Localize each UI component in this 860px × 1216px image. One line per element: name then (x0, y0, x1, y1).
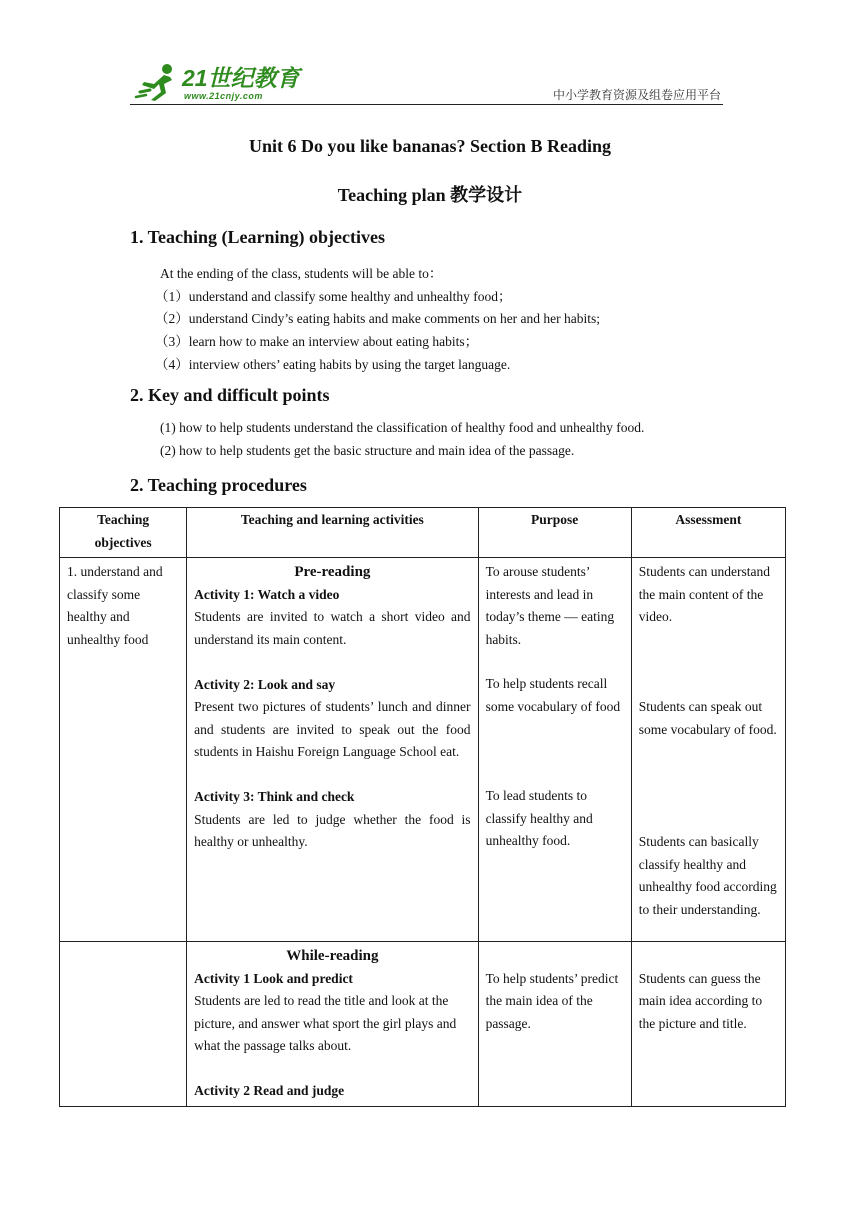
table-row (60, 558, 786, 942)
key-point-item: (1) how to help students understand the classification of healthy food and unhealthy food. (160, 420, 645, 435)
objective-item: （2）understand Cindy’s eating habits and make comments on her and her habits; (155, 311, 601, 326)
activity-title: Activity 2 Read and judge (194, 1083, 345, 1098)
assessment-text: Students can basically classify healthy and unhealthy food according to their understanding. (638, 834, 777, 917)
logo-text: 21世纪教育 (182, 65, 300, 91)
objective-item: （4）interview others’ eating habits by using the target language. (155, 357, 511, 372)
activity-text: Present two pictures of students’ lunch and dinner and students are invited to speak out the food students in Haishu Foreign Language School eat. (194, 699, 471, 759)
activities-cell (187, 942, 478, 1107)
activity-text: Students are led to read the title and look at the picture, and answer what sport the girl plays and what the passage talks about. (194, 993, 457, 1053)
objective-item: （1）understand and classify some healthy and unhealthy food； (155, 289, 512, 304)
key-point-item: (2) how to help students get the basic structure and main idea of the passage. (160, 443, 575, 458)
procedures-heading: 2. Teaching procedures (130, 475, 307, 495)
purpose-text: To arouse students’ interests and lead in today’s theme — eating habits. (485, 564, 615, 647)
assessment-cell (631, 558, 785, 942)
activity-text: Students are invited to watch a short video and understand its main content. (194, 609, 471, 647)
assessment-cell (631, 942, 785, 1107)
assessment-text: Students can guess the main idea according to the picture and title. (638, 970, 763, 1031)
page-header (130, 58, 723, 105)
logo-url: www.21cnjy.com (184, 91, 263, 101)
objective-cell (60, 942, 187, 1107)
platform-name: 中小学教育资源及组卷应用平台 (552, 88, 721, 102)
column-header: Assessment (631, 508, 785, 558)
objective-text: 1. understand and classify some healthy and unhealthy food (67, 564, 163, 647)
column-header: Purpose (478, 508, 631, 558)
activity-title: Activity 1: Watch a video (194, 586, 340, 602)
runner-logo-icon (134, 62, 180, 102)
key-points-heading: 2. Key and difficult points (130, 385, 330, 405)
activity-title: Activity 2: Look and say (194, 676, 336, 692)
purpose-cell (478, 942, 631, 1107)
assessment-text: Students can understand the main content of the video. (638, 564, 770, 624)
logo (134, 62, 304, 102)
objective-item: （3）learn how to make an interview about eating habits； (155, 334, 479, 349)
activity-title: Activity 1 Look and predict (194, 970, 353, 986)
objectives-heading: 1. Teaching (Learning) objectives (130, 227, 385, 247)
activities-cell (187, 558, 478, 942)
assessment-text: Students can speak out some vocabulary of food. (638, 699, 777, 737)
purpose-text: To help students’ predict the main idea of the passage. (485, 970, 619, 1031)
objective-cell (60, 558, 187, 942)
stage-label: Pre-reading (294, 564, 371, 580)
objectives-intro: At the ending of the class, students will be able to： (160, 266, 443, 281)
table-row (60, 942, 786, 1107)
document-subtitle: Teaching plan 教学设计 (337, 185, 523, 205)
stage-label: While-reading (286, 948, 379, 964)
column-header: Teaching and learning activities (187, 508, 478, 558)
purpose-text: To lead students to classify healthy and unhealthy food. (485, 788, 593, 848)
purpose-text: To help students recall some vocabulary of food (485, 676, 621, 714)
procedures-table (59, 507, 786, 1107)
document-title: Unit 6 Do you like bananas? Section B Reading (248, 136, 612, 156)
purpose-cell (478, 558, 631, 942)
column-header: Teaching objectives (60, 508, 187, 558)
activity-text: Students are led to judge whether the food is healthy or unhealthy. (194, 811, 471, 849)
activity-title: Activity 3: Think and check (194, 789, 355, 804)
table-header-row (60, 508, 786, 558)
